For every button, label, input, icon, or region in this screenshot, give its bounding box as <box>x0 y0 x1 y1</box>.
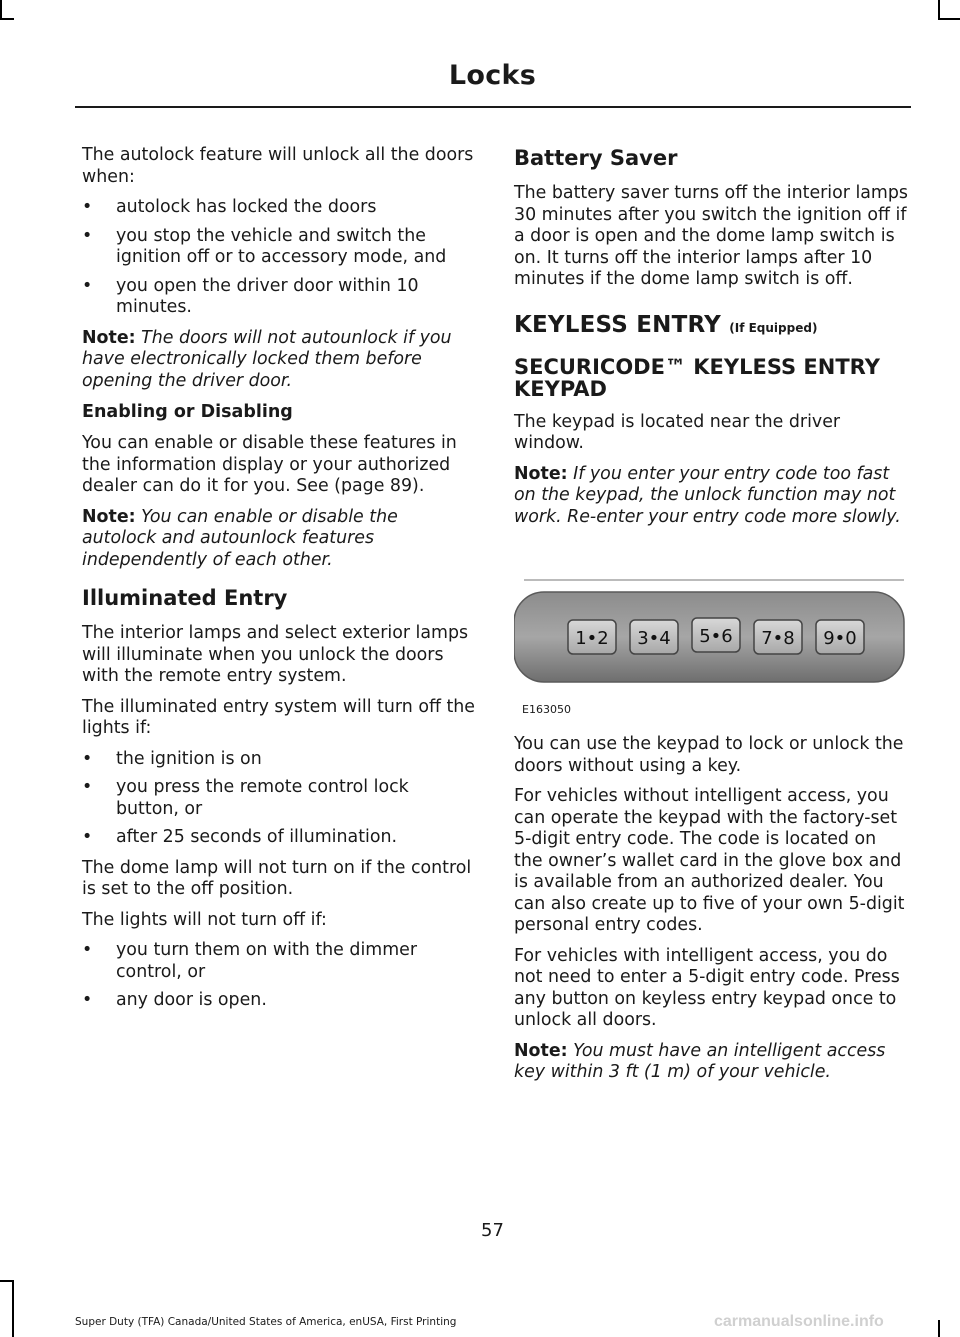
list-item: • you open the driver door within 10 minutes. <box>82 275 419 317</box>
dome-lamp-text: The dome lamp will not turn on if the control is set to the off position. <box>82 857 472 899</box>
list-item: • the ignition is on <box>82 748 262 769</box>
list-item: • you stop the vehicle and switch the ignition off or to accessory mode, and <box>82 225 447 267</box>
keypad-keys <box>568 618 864 654</box>
list-item: • autolock has locked the doors <box>82 197 377 217</box>
crop-mark <box>938 1320 940 1337</box>
enabling-heading: Enabling or Disabling <box>82 402 293 422</box>
keypad-key-label: 3•4 <box>637 628 671 649</box>
note-autounlock: Note: The doors will not autounlock if you have electronically locked them before opening the driver door. <box>82 327 452 391</box>
list-item: • any door is open. <box>82 990 267 1010</box>
autolock-intro: The autolock feature will unlock all the doors when: <box>82 145 474 187</box>
keypad-graphic <box>514 576 906 696</box>
not-off-intro: The lights will not turn off if: <box>82 909 327 930</box>
keypad-use-text: You can use the keypad to lock or unlock the doors without using a key. <box>514 734 904 776</box>
bullet: • <box>82 275 93 296</box>
illuminated-entry-heading: Illuminated Entry <box>82 586 288 610</box>
figure-id: E163050 <box>522 703 571 716</box>
if-equipped-label: (If Equipped) <box>729 320 818 335</box>
footer-text: Super Duty (TFA) Canada/United States of America, enUSA, First Printing <box>75 1316 457 1328</box>
list-item: • you turn them on with the dimmer control, or <box>82 940 418 982</box>
keypad-location-text: The keypad is located near the driver window. <box>514 411 841 453</box>
no-intelligent-access-text: For vehicles without intelligent access, you can operate the keypad with the factory-set 5-digit entry code. The code is located on the owner’s wallet card in the glove box and is available from an authorized dealer. You can also create up to five of your own 5-digit personal entry codes. <box>514 786 905 935</box>
list-item: • you press the remote control lock button, or <box>82 777 409 819</box>
securicode-heading: SECURICODE™ KEYLESS ENTRY KEYPAD <box>514 354 880 401</box>
bullet: • <box>82 748 93 769</box>
keypad-key-label: 5•6 <box>699 626 733 647</box>
watermark: carmanualsonline.info <box>714 1313 884 1330</box>
bullet: • <box>82 225 93 246</box>
note-intelligent-key: Note: You must have an intelligent access key within 3 ft (1 m) of your vehicle. <box>514 1040 886 1082</box>
list-item: • after 25 seconds of illumination. <box>82 827 398 847</box>
illuminated-off-intro: The illuminated entry system will turn off the lights if: <box>82 696 476 738</box>
enabling-text: You can enable or disable these features in the information display or your authorized dealer can do it for you. See (page 89). <box>82 433 457 496</box>
keypad-illustration <box>514 576 906 726</box>
keypad-key-label: 7•8 <box>761 628 795 649</box>
header-divider <box>75 106 911 108</box>
note-independent: Note: You can enable or disable the autolock and autounlock features independently of each other. <box>82 506 398 570</box>
keyless-entry-heading: KEYLESS ENTRY (If Equipped) <box>514 311 818 338</box>
crop-mark <box>12 1280 14 1337</box>
battery-saver-text: The battery saver turns off the interior lamps 30 minutes after you switch the ignition off if a door is open and the dome lamp switch is on. It turns off the interior lamps after 10 minutes if the dome lamp switch is off. <box>514 183 908 289</box>
page-number: 57 <box>481 1220 504 1241</box>
illuminated-entry-text: The interior lamps and select exterior lamps will illuminate when you unlock the doors with the remote entry system. <box>82 623 469 686</box>
left-column <box>82 145 477 1021</box>
not-off-conditions-list <box>82 940 477 1012</box>
unlock-conditions-list <box>82 197 477 319</box>
bullet: • <box>82 827 93 847</box>
intelligent-access-text: For vehicles with intelligent access, you do not need to enter a 5-digit entry code. Press any button on keyless entry keypad once to unlock all doors. <box>514 945 900 1030</box>
note-entry-speed: Note: If you enter your entry code too fast on the keypad, the unlock function may not work. Re-enter your entry code more slowly. <box>514 463 901 527</box>
keypad-key-label: 1•2 <box>575 628 609 649</box>
battery-saver-heading: Battery Saver <box>514 146 678 170</box>
right-column <box>514 145 910 1093</box>
off-conditions-list <box>82 749 477 849</box>
crop-mark <box>0 18 14 20</box>
bullet: • <box>82 197 93 217</box>
bullet: • <box>82 990 93 1010</box>
crop-mark <box>938 18 960 20</box>
bullet: • <box>82 940 93 960</box>
crop-mark <box>938 0 940 18</box>
crop-mark <box>0 0 2 18</box>
page-title: Locks <box>448 60 537 91</box>
keypad-key-label: 9•0 <box>823 628 857 649</box>
bullet: • <box>82 777 93 797</box>
